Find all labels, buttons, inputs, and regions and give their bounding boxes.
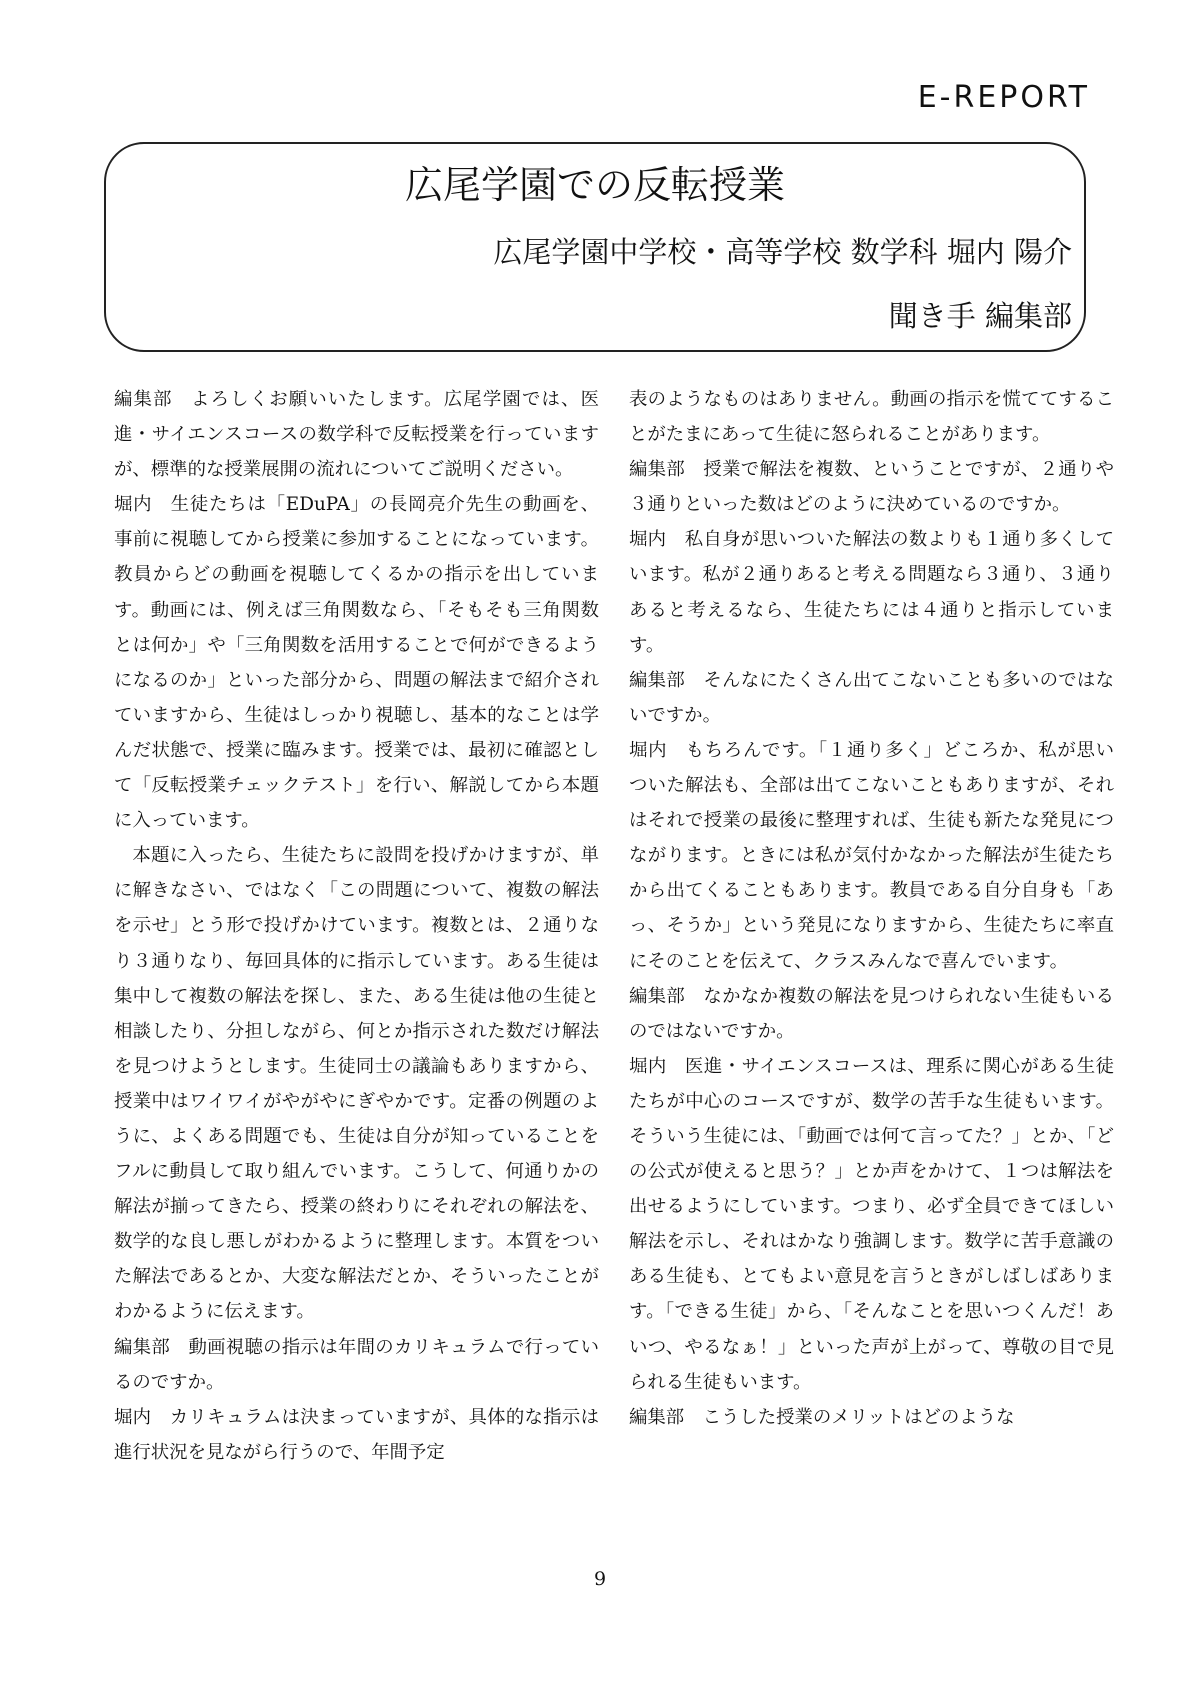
paragraph-text: もちろんです。「１通り多く」どころか、私が思いついた解法も、全部は出てこないこともありますが、それはそれで授業の最後に整理すれば、生徒も新たな発見につながります。ときには私が気付かなかった解法が生徒たちから出てくることもあります。教員である自分自身も「あっ、そうか」という発見になりますから、生徒たちに率直にそのことを伝えて、クラスみんなで喜んでいます。	[629, 739, 1114, 972]
paragraph-text: よろしくお願いいたします。広尾学園では、医進・サイエンスコースの数学科で反転授業を行っていますが、標準的な授業展開の流れについてご説明ください。	[114, 389, 599, 481]
paragraph	[629, 382, 1114, 452]
speaker-label: 堀内	[114, 1406, 152, 1428]
paragraph-text: こうした授業のメリットはどのような	[702, 1406, 1015, 1428]
right-column	[629, 382, 1114, 1435]
paragraph-text: 動画視聴の指示は年間のカリキュラムで行っているのですか。	[114, 1336, 599, 1393]
paragraph-text: 表のようなものはありません。動画の指示を慌ててすることがたまにあって生徒に怒られることがあります。	[629, 389, 1114, 446]
paragraph-text: そんなにたくさん出てこないことも多いのではないですか。	[629, 669, 1114, 726]
speaker-label: 堀内	[629, 739, 668, 761]
paragraph-text: 生徒たちは「EDuPA」の長岡亮介先生の動画を、事前に視聴してから授業に参加することになっています。教員からどの動画を視聴してくるかの指示を出しています。動画には、例えば三角関数なら、「そもそも三角関数とは何か」や「三角関数を活用することで何ができるようになるのか」といった部分から、問題の解法まで紹介されていますから、生徒はしっかり視聴し、基本的なことは学んだ状態で、授業に臨みます。授業では、最初に確認として「反転授業チェックテスト」を行い、解説してから本題に入っています。	[114, 494, 599, 832]
paragraph-text: 医進・サイエンスコースは、理系に関心がある生徒たちが中心のコースですが、数学の苦手な生徒もいます。そういう生徒には、「動画では何て言ってた？」とか、「どの公式が使えると思う？」とか声をかけて、１つは解法を出せるようにしています。つまり、必ず全員できてほしい解法を示し、それはかなり強調します。数学に苦手意識のある生徒も、とてもよい意見を言うときがしばしばあります。「できる生徒」から、「そんなことを思いつくんだ！あいつ、やるなぁ！」といった声が上がって、尊敬の目で見られる生徒もいます。	[629, 1055, 1114, 1393]
paragraph-text: なかなか複数の解法を見つけられない生徒もいるのではないですか。	[629, 985, 1114, 1042]
interviewer-line: 聞き手 編集部	[888, 299, 1072, 333]
speaker-label: 編集部	[629, 1406, 685, 1428]
paragraph	[629, 979, 1114, 1049]
paragraph	[629, 663, 1114, 733]
speaker-label: 堀内	[114, 494, 153, 516]
paragraph-text: 私自身が思いついた解法の数よりも１通り多くしています。私が２通りあると考える問題なら３通り、３通りあると考えるなら、生徒たちには４通りと指示しています。	[629, 529, 1114, 656]
speaker-label: 堀内	[629, 529, 667, 551]
paragraph	[114, 382, 599, 487]
paragraph	[114, 1330, 599, 1400]
speaker-label: 堀内	[629, 1055, 667, 1077]
left-column	[114, 382, 599, 1470]
speaker-label: 編集部	[629, 459, 686, 481]
paragraph-text: 授業で解法を複数、ということですが、２通りや３通りといった数はどのように決めているのですか。	[629, 459, 1114, 516]
speaker-label: 編集部	[114, 389, 173, 410]
paragraph-text: カリキュラムは決まっていますが、具体的な指示は進行状況を見ながら行うので、年間予定	[114, 1406, 599, 1463]
author-line: 広尾学園中学校・高等学校 数学科 堀内 陽介	[493, 235, 1072, 269]
paragraph	[629, 1400, 1114, 1435]
paragraph-text: 本題に入ったら、生徒たちに設問を投げかけますが、単に解きなさい、ではなく「この問題について、複数の解法を示せ」とう形で投げかけています。複数とは、２通りなり３通りなり、毎回具体的に指示しています。ある生徒は集中して複数の解法を探し、また、ある生徒は他の生徒と相談したり、分担しながら、何とか指示された数だけ解法を見つけようとします。生徒同士の議論もありますから、授業中はワイワイがやがやにぎやかです。定番の例題のように、よくある問題でも、生徒は自分が知っていることをフルに動員して取り組んでいます。こうして、何通りかの解法が揃ってきたら、授業の終わりにそれぞれの解法を、数学的な良し悪しがわかるように整理します。本質をついた解法であるとか、大変な解法だとか、そういったことがわかるように伝えます。	[114, 845, 599, 1323]
paragraph	[114, 487, 599, 838]
speaker-label: 編集部	[114, 1336, 171, 1358]
speaker-label: 編集部	[629, 669, 686, 691]
speaker-label: 編集部	[629, 985, 686, 1007]
report-label: E-REPORT	[917, 80, 1090, 115]
article-title: 広尾学園での反転授業	[404, 163, 785, 207]
paragraph	[629, 452, 1114, 522]
paragraph	[114, 1400, 599, 1470]
title-box	[104, 142, 1086, 352]
paragraph	[629, 522, 1114, 662]
paragraph	[629, 733, 1114, 979]
paragraph	[114, 838, 599, 1329]
paragraph	[629, 1049, 1114, 1400]
page-number: 9	[593, 1568, 607, 1590]
